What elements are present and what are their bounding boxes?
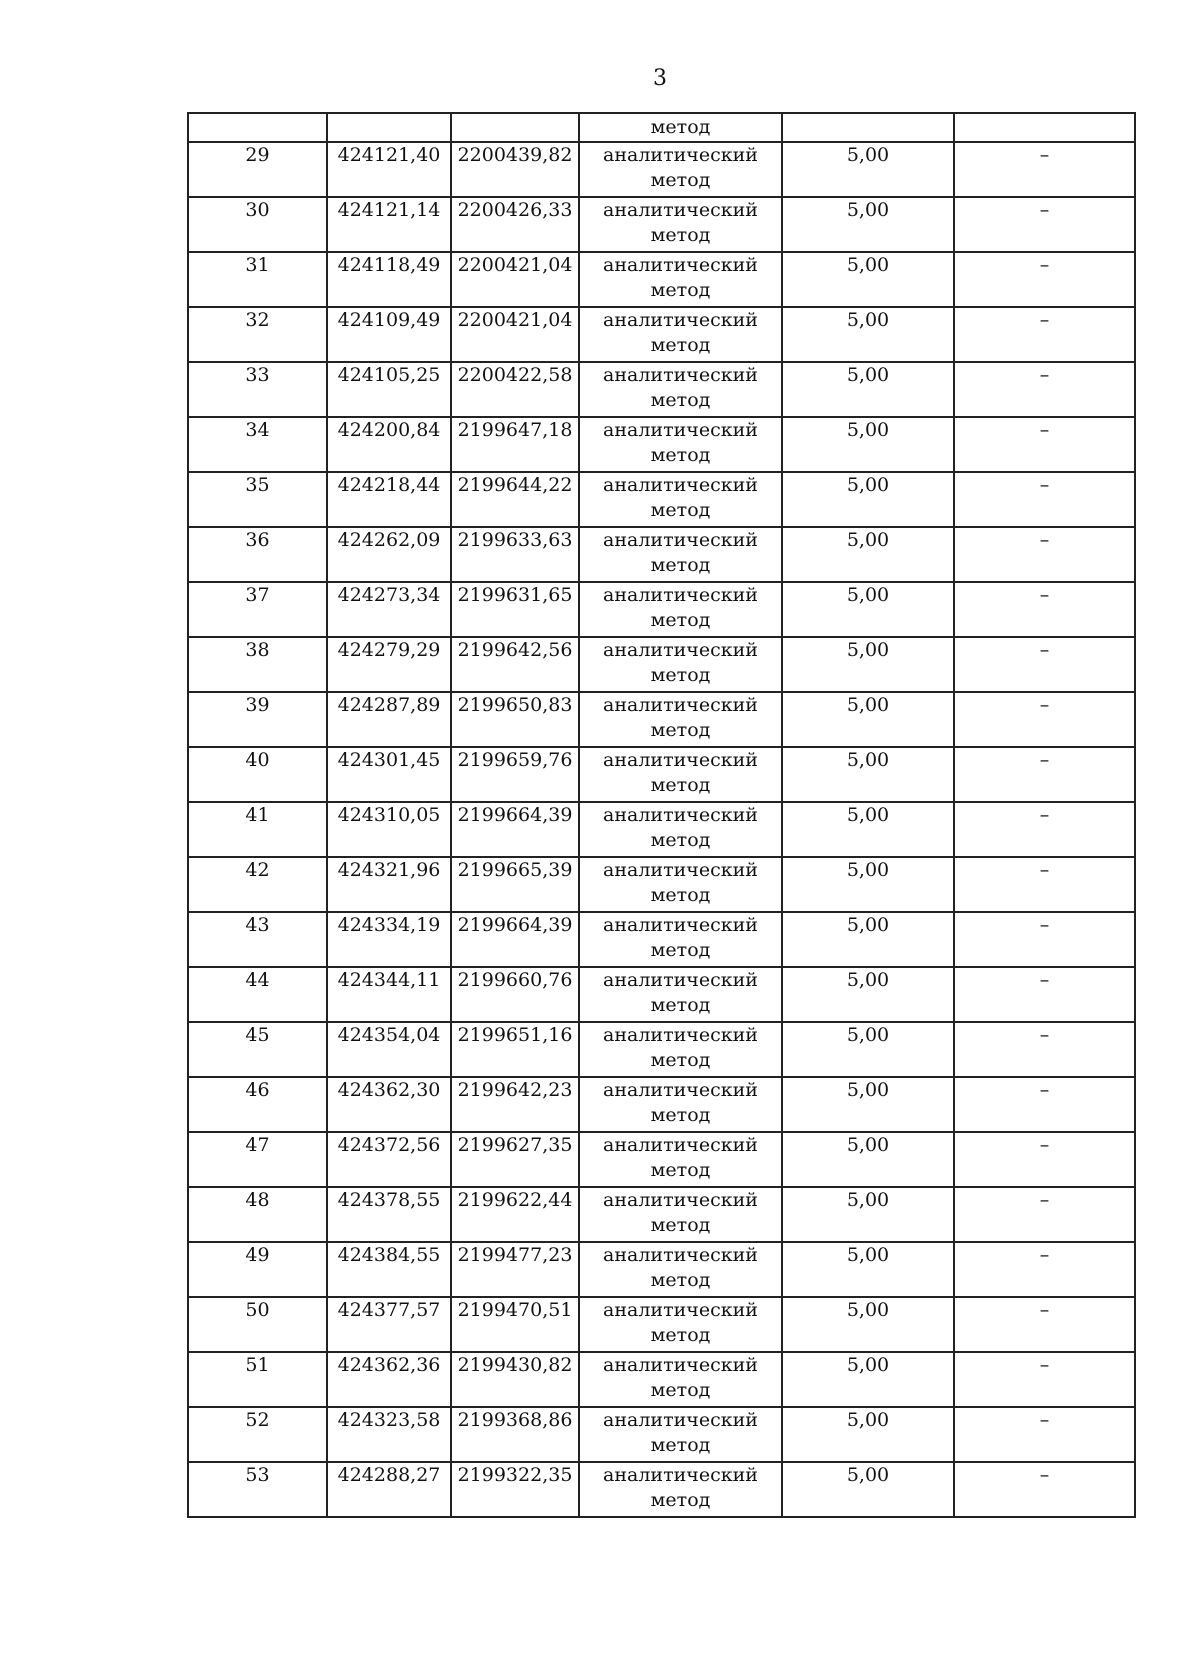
table-row [188, 1022, 1135, 1077]
cell-number: 30 [188, 197, 327, 252]
cell-description: – [954, 142, 1135, 197]
cell-y: 2199659,76 [451, 747, 579, 802]
cell-y: 2200422,58 [451, 362, 579, 417]
cell-y: 2199470,51 [451, 1297, 579, 1352]
table-row [188, 1242, 1135, 1297]
table-row [188, 967, 1135, 1022]
cell-y: 2199650,83 [451, 692, 579, 747]
cell-description: – [954, 912, 1135, 967]
cell-accuracy: 5,00 [782, 1407, 954, 1462]
continuation-row [188, 113, 1135, 142]
method-line-1: аналитический [603, 199, 758, 221]
cell-accuracy: 5,00 [782, 1022, 954, 1077]
cell-accuracy: 5,00 [782, 197, 954, 252]
cell-method [579, 1022, 782, 1077]
method-line-1: аналитический [603, 914, 758, 936]
cell-method [579, 747, 782, 802]
cell-accuracy: 5,00 [782, 912, 954, 967]
cell-x: 424334,19 [327, 912, 451, 967]
cell-x: 424372,56 [327, 1132, 451, 1187]
cell-method [579, 1242, 782, 1297]
cell-accuracy: 5,00 [782, 307, 954, 362]
cell-x: 424121,40 [327, 142, 451, 197]
cell-method [579, 582, 782, 637]
cell-x: 424109,49 [327, 307, 451, 362]
method-line-1: аналитический [603, 1079, 758, 1101]
method-line-1: аналитический [603, 1299, 758, 1321]
table-row [188, 1077, 1135, 1132]
method-line-2: метод [650, 1489, 711, 1511]
cell-y: 2199651,16 [451, 1022, 579, 1077]
method-line-1: аналитический [603, 1464, 758, 1486]
cell-number: 38 [188, 637, 327, 692]
method-line-2: метод [650, 939, 711, 961]
cell-number: 43 [188, 912, 327, 967]
cell-accuracy: 5,00 [782, 802, 954, 857]
cell-y: 2199322,35 [451, 1462, 579, 1517]
cell-x: 424287,89 [327, 692, 451, 747]
cell-number: 40 [188, 747, 327, 802]
method-line-1: аналитический [603, 254, 758, 276]
cell-x: 424377,57 [327, 1297, 451, 1352]
cell-y: 2200421,04 [451, 252, 579, 307]
cell-x: 424118,49 [327, 252, 451, 307]
cell-accuracy: 5,00 [782, 1132, 954, 1187]
cell-x: 424354,04 [327, 1022, 451, 1077]
method-line-2: метод [650, 1379, 711, 1401]
cell-y: 2199660,76 [451, 967, 579, 1022]
table-row [188, 582, 1135, 637]
cell-y: 2199642,56 [451, 637, 579, 692]
table-row [188, 472, 1135, 527]
cell-number: 32 [188, 307, 327, 362]
cell-y: 2199633,63 [451, 527, 579, 582]
method-line-1: аналитический [603, 474, 758, 496]
cell-accuracy: 5,00 [782, 1352, 954, 1407]
table-row [188, 197, 1135, 252]
cell-number: 42 [188, 857, 327, 912]
cell-number [188, 113, 327, 142]
cell-number: 41 [188, 802, 327, 857]
table-row [188, 637, 1135, 692]
method-line-2: метод [650, 1214, 711, 1236]
cell-number: 46 [188, 1077, 327, 1132]
cell-method [579, 472, 782, 527]
cell-number: 29 [188, 142, 327, 197]
cell-accuracy: 5,00 [782, 1297, 954, 1352]
cell-description: – [954, 1022, 1135, 1077]
cell-method [579, 1132, 782, 1187]
cell-accuracy: 5,00 [782, 967, 954, 1022]
method-line-2: метод [650, 389, 711, 411]
table-row [188, 307, 1135, 362]
cell-y [451, 113, 579, 142]
cell-number: 36 [188, 527, 327, 582]
cell-method [579, 142, 782, 197]
method-line-2: метод [650, 664, 711, 686]
cell-description: – [954, 362, 1135, 417]
cell-number: 33 [188, 362, 327, 417]
method-line-2: метод [650, 994, 711, 1016]
cell-method: метод [579, 113, 782, 142]
method-line-2: метод [650, 1049, 711, 1071]
method-line-1: аналитический [603, 1189, 758, 1211]
cell-x: 424121,14 [327, 197, 451, 252]
cell-method [579, 362, 782, 417]
table-row [188, 527, 1135, 582]
cell-number: 48 [188, 1187, 327, 1242]
cell-accuracy: 5,00 [782, 857, 954, 912]
cell-y: 2199627,35 [451, 1132, 579, 1187]
cell-number: 44 [188, 967, 327, 1022]
method-line-1: аналитический [603, 1409, 758, 1431]
table-row [188, 1462, 1135, 1517]
cell-description: – [954, 692, 1135, 747]
method-line-1: аналитический [603, 694, 758, 716]
cell-x: 424288,27 [327, 1462, 451, 1517]
cell-description: – [954, 1352, 1135, 1407]
cell-number: 53 [188, 1462, 327, 1517]
method-line-1: аналитический [603, 804, 758, 826]
cell-description: – [954, 1187, 1135, 1242]
cell-description: – [954, 252, 1135, 307]
method-line-2: метод [650, 1324, 711, 1346]
table-row [188, 252, 1135, 307]
cell-x: 424262,09 [327, 527, 451, 582]
cell-description: – [954, 967, 1135, 1022]
method-line-1: аналитический [603, 859, 758, 881]
cell-y: 2199622,44 [451, 1187, 579, 1242]
cell-y: 2199647,18 [451, 417, 579, 472]
cell-method [579, 637, 782, 692]
table-row [188, 417, 1135, 472]
cell-description: – [954, 417, 1135, 472]
method-line-2: метод [650, 1269, 711, 1291]
page-number: 3 [653, 66, 667, 91]
cell-number: 31 [188, 252, 327, 307]
method-line-1: аналитический [603, 1354, 758, 1376]
method-line-1: аналитический [603, 639, 758, 661]
coordinates-table [187, 112, 1136, 1518]
cell-description: – [954, 1297, 1135, 1352]
cell-x: 424344,11 [327, 967, 451, 1022]
table-row [188, 692, 1135, 747]
method-line-1: аналитический [603, 364, 758, 386]
cell-method [579, 417, 782, 472]
cell-description: – [954, 582, 1135, 637]
cell-method [579, 197, 782, 252]
method-line-1: аналитический [603, 1244, 758, 1266]
cell-y: 2199642,23 [451, 1077, 579, 1132]
cell-number: 50 [188, 1297, 327, 1352]
cell-x: 424362,36 [327, 1352, 451, 1407]
cell-method [579, 857, 782, 912]
cell-accuracy [782, 113, 954, 142]
cell-accuracy: 5,00 [782, 692, 954, 747]
cell-accuracy: 5,00 [782, 1242, 954, 1297]
cell-description: – [954, 527, 1135, 582]
cell-x: 424378,55 [327, 1187, 451, 1242]
method-line-2: метод [650, 719, 711, 741]
method-line-1: аналитический [603, 419, 758, 441]
cell-y: 2200421,04 [451, 307, 579, 362]
table-row [188, 802, 1135, 857]
cell-y: 2199665,39 [451, 857, 579, 912]
cell-x: 424321,96 [327, 857, 451, 912]
cell-description: – [954, 857, 1135, 912]
cell-x: 424301,45 [327, 747, 451, 802]
method-line-2: метод [650, 499, 711, 521]
cell-number: 51 [188, 1352, 327, 1407]
table-row [188, 857, 1135, 912]
method-line-1: аналитический [603, 584, 758, 606]
cell-method [579, 1187, 782, 1242]
cell-number: 35 [188, 472, 327, 527]
cell-accuracy: 5,00 [782, 747, 954, 802]
method-line-2: метод [650, 169, 711, 191]
cell-accuracy: 5,00 [782, 1462, 954, 1517]
cell-x: 424362,30 [327, 1077, 451, 1132]
cell-method [579, 527, 782, 582]
cell-accuracy: 5,00 [782, 472, 954, 527]
cell-description [954, 113, 1135, 142]
cell-y: 2200426,33 [451, 197, 579, 252]
method-line-1: аналитический [603, 309, 758, 331]
cell-description: – [954, 1407, 1135, 1462]
method-line-2: метод [650, 1104, 711, 1126]
method-line-2: метод [650, 774, 711, 796]
method-line-1: аналитический [603, 749, 758, 771]
cell-description: – [954, 307, 1135, 362]
method-line-2: метод [650, 829, 711, 851]
cell-description: – [954, 197, 1135, 252]
cell-method [579, 1077, 782, 1132]
cell-method [579, 692, 782, 747]
method-line-2: метод [650, 884, 711, 906]
cell-y: 2199430,82 [451, 1352, 579, 1407]
cell-y: 2199477,23 [451, 1242, 579, 1297]
cell-number: 49 [188, 1242, 327, 1297]
method-line-1: аналитический [603, 144, 758, 166]
cell-method [579, 252, 782, 307]
cell-description: – [954, 637, 1135, 692]
cell-y: 2200439,82 [451, 142, 579, 197]
cell-number: 37 [188, 582, 327, 637]
method-line-1: аналитический [603, 529, 758, 551]
method-line-2: метод [650, 444, 711, 466]
table-row [188, 142, 1135, 197]
cell-x: 424105,25 [327, 362, 451, 417]
table-row [188, 747, 1135, 802]
cell-method [579, 912, 782, 967]
cell-accuracy: 5,00 [782, 252, 954, 307]
cell-description: – [954, 472, 1135, 527]
method-line-2: метод [650, 609, 711, 631]
method-line-2: метод [650, 1159, 711, 1181]
cell-method [579, 967, 782, 1022]
method-line-1: аналитический [603, 1024, 758, 1046]
method-line-2: метод [650, 279, 711, 301]
cell-method [579, 1297, 782, 1352]
cell-number: 45 [188, 1022, 327, 1077]
method-line-2: метод [650, 554, 711, 576]
table-row [188, 1407, 1135, 1462]
cell-x: 424273,34 [327, 582, 451, 637]
cell-x: 424279,29 [327, 637, 451, 692]
cell-accuracy: 5,00 [782, 417, 954, 472]
cell-y: 2199664,39 [451, 912, 579, 967]
cell-description: – [954, 1077, 1135, 1132]
cell-method [579, 307, 782, 362]
cell-accuracy: 5,00 [782, 142, 954, 197]
method-line-1: аналитический [603, 1134, 758, 1156]
cell-method [579, 1352, 782, 1407]
table-row [188, 362, 1135, 417]
cell-x: 424310,05 [327, 802, 451, 857]
method-line-1: аналитический [603, 969, 758, 991]
cell-number: 34 [188, 417, 327, 472]
cell-number: 52 [188, 1407, 327, 1462]
method-line-2: метод [650, 1434, 711, 1456]
cell-accuracy: 5,00 [782, 1077, 954, 1132]
table-row [188, 1187, 1135, 1242]
cell-description: – [954, 1242, 1135, 1297]
cell-x: 424200,84 [327, 417, 451, 472]
cell-x [327, 113, 451, 142]
cell-accuracy: 5,00 [782, 362, 954, 417]
cell-description: – [954, 747, 1135, 802]
cell-description: – [954, 1462, 1135, 1517]
cell-accuracy: 5,00 [782, 637, 954, 692]
cell-y: 2199631,65 [451, 582, 579, 637]
cell-method [579, 1407, 782, 1462]
method-line-2: метод [650, 334, 711, 356]
cell-method [579, 802, 782, 857]
cell-accuracy: 5,00 [782, 582, 954, 637]
cell-number: 39 [188, 692, 327, 747]
cell-accuracy: 5,00 [782, 527, 954, 582]
table-row [188, 1297, 1135, 1352]
cell-x: 424218,44 [327, 472, 451, 527]
cell-y: 2199368,86 [451, 1407, 579, 1462]
table-row [188, 1132, 1135, 1187]
cell-y: 2199644,22 [451, 472, 579, 527]
cell-x: 424384,55 [327, 1242, 451, 1297]
cell-y: 2199664,39 [451, 802, 579, 857]
table-row [188, 912, 1135, 967]
cell-accuracy: 5,00 [782, 1187, 954, 1242]
cell-description: – [954, 1132, 1135, 1187]
cell-method [579, 1462, 782, 1517]
cell-number: 47 [188, 1132, 327, 1187]
cell-description: – [954, 802, 1135, 857]
table-row [188, 1352, 1135, 1407]
method-line-2: метод [650, 224, 711, 246]
cell-x: 424323,58 [327, 1407, 451, 1462]
